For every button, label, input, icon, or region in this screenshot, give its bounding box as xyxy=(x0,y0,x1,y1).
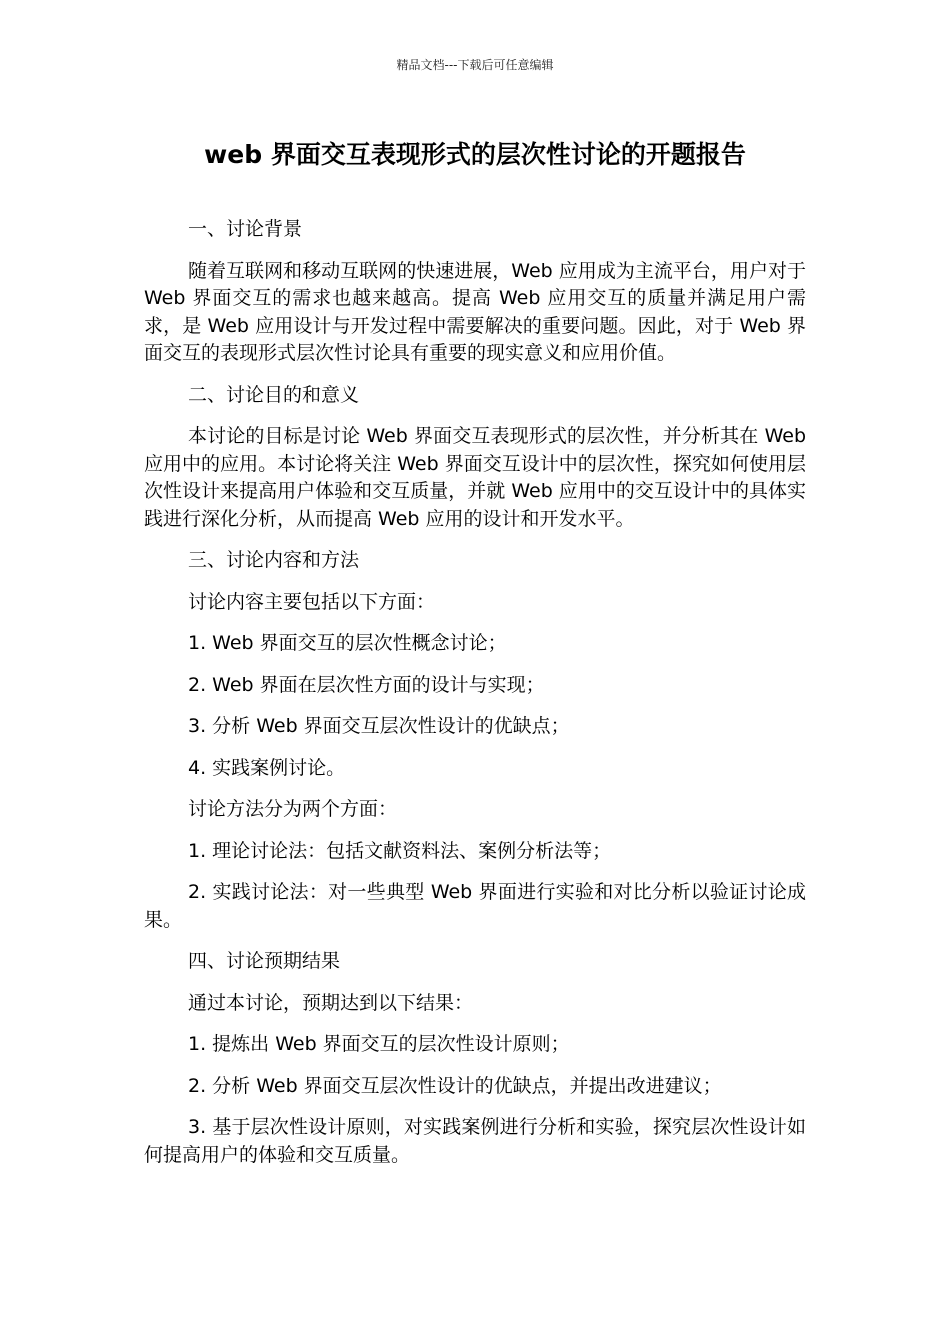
paragraph-content-intro: 讨论内容主要包括以下方面： xyxy=(188,590,436,613)
paragraph-method-intro: 讨论方法分为两个方面： xyxy=(188,798,398,820)
list-item-result-1: 1. 提炼出 Web 界面交互的层次性设计原则； xyxy=(188,1033,570,1055)
list-item-method-1: 1. 理论讨论法：包括文献资料法、案例分析法等； xyxy=(188,839,612,862)
paragraph-background: 随着互联网和移动互联网的快速进展，Web 应用成为主流平台，用户对于 Web 界面交互的需求也越来越高。提高 Web 应用交互的质量并满足用户需求，是 Web 应用设计与开发过程中需要解决的重要问题。因此，对于 Web 界面交互的表现形式层次性讨论具有重要的现实意义和应用价值。 xyxy=(144,259,806,364)
section-heading-content-method: 三、讨论内容和方法 xyxy=(188,549,360,571)
paragraph-results-intro: 通过本讨论，预期达到以下结果： xyxy=(188,991,474,1014)
section-heading-purpose: 二、讨论目的和意义 xyxy=(188,383,360,406)
document-title: web 界面交互表现形式的层次性讨论的开题报告 xyxy=(204,140,746,169)
section-heading-expected-results: 四、讨论预期结果 xyxy=(188,950,341,972)
section-heading-background: 一、讨论背景 xyxy=(188,218,303,240)
list-item-content-2: 2. Web 界面在层次性方面的设计与实现； xyxy=(188,673,545,696)
document-body xyxy=(144,216,806,1183)
list-item-content-4: 4. 实践案例讨论。 xyxy=(188,756,346,779)
page-header: 精品文档---下载后可任意编辑 xyxy=(396,58,554,72)
list-item-result-2: 2. 分析 Web 界面交互层次性设计的优缺点，并提出改进建议； xyxy=(188,1074,722,1097)
list-item-content-1: 1. Web 界面交互的层次性概念讨论； xyxy=(188,632,507,654)
list-item-result-3: 3. 基于层次性设计原则，对实践案例进行分析和实验，探究层次性设计如何提高用户的体验和交互质量。 xyxy=(144,1116,806,1166)
list-item-content-3: 3. 分析 Web 界面交互层次性设计的优缺点； xyxy=(188,715,570,737)
list-item-method-2: 2. 实践讨论法：对一些典型 Web 界面进行实验和对比分析以验证讨论成果。 xyxy=(144,881,806,931)
paragraph-purpose: 本讨论的目标是讨论 Web 界面交互表现形式的层次性，并分析其在 Web 应用中的应用。本讨论将关注 Web 界面交互设计中的层次性，探究如何使用层次性设计来提高用户体验和交互质量，并就 Web 应用中的交互设计中的具体实践进行深化分析，从而提高 Web 应用的设计和开发水平。 xyxy=(144,425,806,530)
